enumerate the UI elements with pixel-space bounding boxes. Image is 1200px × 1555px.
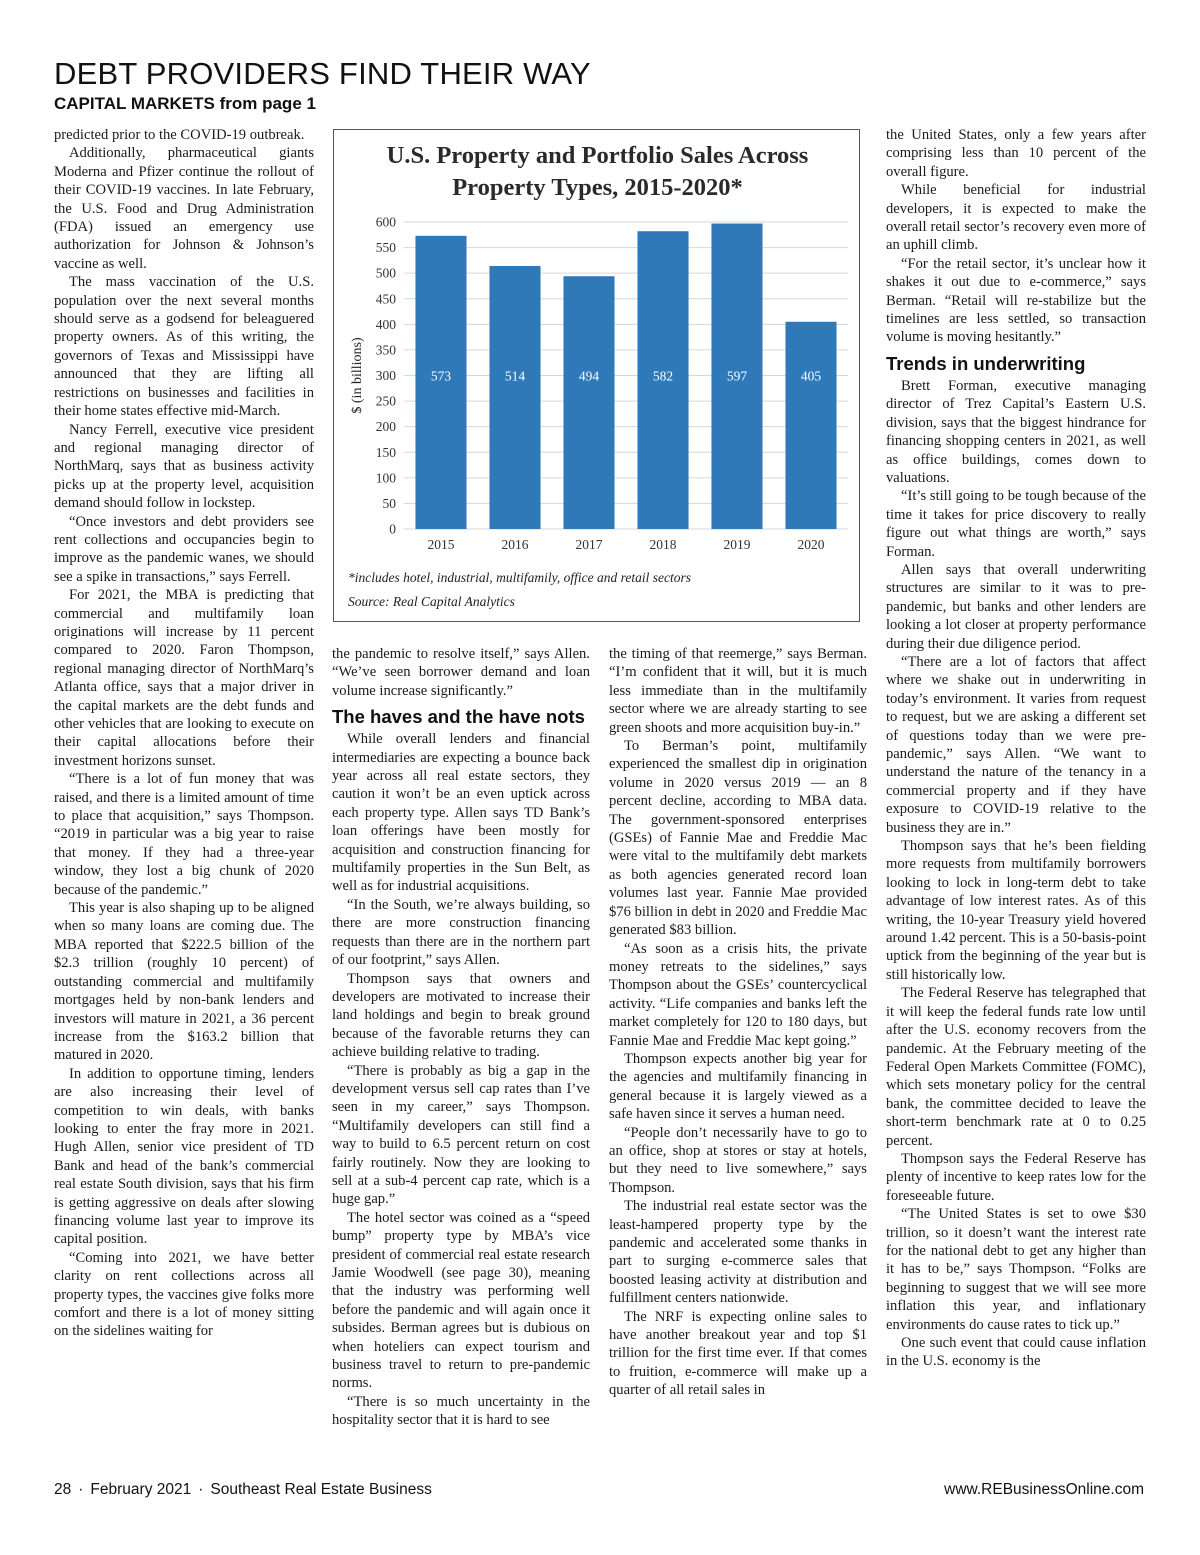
bar-value-label: 582 <box>652 368 674 384</box>
paragraph: Thompson says that owners and developers are motivated to increase their land holdings and begin to break ground because of the favorable returns they can achieve building relative to trading. <box>332 970 590 1061</box>
paragraph: While overall lenders and financial intermediaries are expecting a bounce back year across all real estate sectors, they caution it won’t be an even uptick across each property type. Allen says TD Bank’s loan offerings have been mostly for acquisition and construction financing for multifamily properties in the Sun Belt, as well as for industrial acquisitions. <box>332 731 590 895</box>
paragraph: “People don’t necessarily have to go to an office, shop at stores or stay at hotels, but they need to live somewhere,” says Thompson. <box>609 1124 867 1196</box>
paragraph: Allen says that overall underwriting structures are similar to it was to pre-pandemic, but banks and other lenders are looking a lot closer at property performance during their due diligence period. <box>886 561 1146 652</box>
text-column-1 <box>54 126 314 1480</box>
paragraph: “It’s still going to be tough because of the time it takes for price discovery to really figure out what things are worth,” says Forman. <box>886 488 1146 560</box>
chart-title-line: Property Types, 2015-2020* <box>452 174 743 201</box>
y-tick-label: 300 <box>375 368 396 383</box>
paragraph: While beneficial for industrial developers, it is expected to make the overall retail sector’s recovery even more of an uphill climb. <box>886 182 1146 254</box>
website-link[interactable]: www.REBusinessOnline.com <box>944 1481 1144 1498</box>
paragraph: “There is so much uncertainty in the hospitality sector that it is hard to see <box>332 1393 590 1429</box>
y-tick-label: 400 <box>375 316 396 332</box>
bar-chart <box>334 130 861 623</box>
bar <box>563 276 614 529</box>
continued-from-kicker: CAPITAL MARKETS from page 1 <box>54 94 316 113</box>
y-axis-label: $ (in billions) <box>350 337 365 414</box>
article-title: DEBT PROVIDERS FIND THEIR WAY <box>54 56 591 91</box>
text-column-2 <box>332 645 590 1480</box>
chart-title-line: U.S. Property and Portfolio Sales Across <box>386 142 809 169</box>
section-heading: The haves and the have nots <box>332 706 585 728</box>
paragraph: This year is also shaping up to be aligned when so many loans are coming due. The MBA reported that $222.5 billion of the $2.3 trillion (roughly 10 percent) of outstanding commercial and multifamily mortgages held by non-bank lenders and investors will mature in 2021, a 36 percent increase from the $163.2 billion that matured in 2020. <box>54 900 314 1064</box>
paragraph: Additionally, pharmaceutical giants Moderna and Pfizer continue the rollout of their COVID-19 vaccines. In late February, the U.S. Food and Drug Administration (FDA) issued an emergency use authorization for Johnson & Johnson’s vaccine as well. <box>54 145 314 272</box>
bar-value-label: 514 <box>504 368 526 384</box>
y-tick-label: 250 <box>375 393 396 409</box>
x-tick-label: 2019 <box>723 537 751 552</box>
paragraph: Thompson says that he’s been fielding more requests from multifamily borrowers looking to lock in long-term debt to take advantage of low interest rates. As of this writing, the 10-year Treasury yield hovered around 1.42 percent. This is a 50-basis-point uptick from the beginning of the year but is still historically low. <box>886 838 1146 983</box>
paragraph: the pandemic to resolve itself,” says Allen. “We’ve seen borrower demand and loan volume increase significantly.” <box>332 646 590 699</box>
paragraph: “As soon as a crisis hits, the private money retreats to the sidelines,” says Thompson about the GSEs’ countercyclical activity. “Life companies and banks left the market completely for 120 to 180 days, but Fannie Mae and Freddie Mac kept going.” <box>609 940 867 1049</box>
paragraph: Thompson says the Federal Reserve has plenty of incentive to keep rates low for the foreseeable future. <box>886 1150 1146 1204</box>
paragraph: Brett Forman, executive managing director of Trez Capital’s Eastern U.S. division, says that the biggest hindrance for financing shopping centers in 2021, as well as office buildings, comes down to valuations. <box>886 377 1146 486</box>
paragraph: Thompson expects another big year for the agencies and multifamily financing in general because it is largely viewed as a safe haven since it serves a human need. <box>609 1050 867 1123</box>
paragraph: One such event that could cause inflation in the U.S. economy is the <box>886 1335 1146 1370</box>
y-tick-label: 100 <box>375 470 396 486</box>
y-tick-label: 200 <box>375 419 396 435</box>
text-column-4 <box>886 126 1146 1480</box>
x-tick-label: 2017 <box>575 537 603 552</box>
paragraph: The hotel sector was coined as a “speed bump” property type by MBA’s vice president of commercial real estate research Jamie Woodwell (see page 30), meaning that the industry was performing well before the pandemic and will again once it subsides. Berman agrees but is dubious on when hoteliers can expect tourism and business travel to return to pre-pandemic norms. <box>332 1209 590 1392</box>
paragraph: “The United States is set to owe $30 trillion, so it doesn’t want the interest rate for the national debt to get any higher than it has to be,” says Thompson. “Folks are beginning to suggest that we will see more inflation this year, and inflationary environments do cause rates to tick up.” <box>886 1206 1146 1333</box>
x-tick-label: 2020 <box>797 537 825 552</box>
x-tick-label: 2016 <box>501 537 529 552</box>
separator-dot: · <box>78 1481 84 1498</box>
bar-value-label: 405 <box>800 368 822 384</box>
chart-source: Source: Real Capital Analytics <box>348 594 515 609</box>
paragraph: the United States, only a few years after comprising less than 10 percent of the overall figure. <box>886 127 1146 180</box>
bar <box>785 322 836 529</box>
paragraph: “Coming into 2021, we have better clarity on rent collections across all property types, the vaccines give folks more comfort and there is a lot of money sitting on the sidelines waiting for <box>54 1249 314 1340</box>
sales-chart-box <box>333 129 860 622</box>
y-tick-label: 50 <box>382 495 396 511</box>
paragraph: The NRF is expecting online sales to have another breakout year and top $1 trillion for the first time ever. If that comes to fruition, e-commerce will make up a quarter of all retail sales in <box>609 1308 867 1399</box>
section-heading: Trends in underwriting <box>886 352 1086 374</box>
separator-dot: · <box>198 1481 204 1498</box>
footer-left <box>54 1481 432 1499</box>
y-tick-label: 150 <box>375 444 396 460</box>
y-tick-label: 600 <box>375 214 396 230</box>
paragraph: “In the South, we’re always building, so there are more construction financing requests than there are in the northern part of our footprint,” says Allen. <box>332 896 590 969</box>
issue-date: February 2021 <box>90 1481 192 1498</box>
paragraph: predicted prior to the COVID-19 outbreak. <box>54 127 305 143</box>
paragraph: To Berman’s point, multifamily experienced the smallest dip in origination volume in 2020 versus 2019 — an 8 percent decline, according to MBA data. The government-sponsored enterprises (GSEs) of Fannie Mae and Freddie Mac were vital to the multifamily debt markets as both agencies generated record loan volumes last year. Fannie Mae provided $76 billion in debt in 2020 and Freddie Mac generated $83 billion. <box>609 738 867 939</box>
paragraph: For 2021, the MBA is predicting that commercial and multifamily loan originations will increase by 11 percent compared to 2020. Faron Thompson, regional managing director of NorthMarq’s Atlanta office, says that a major driver in the capital markets are the debt funds and other vehicles that are looking to execute on their capital allocations before their investment horizons sunset. <box>54 587 314 769</box>
bar <box>489 266 540 529</box>
paragraph: “For the retail sector, it’s unclear how it shakes it out due to e-commerce,” says Berman. “Retail will re-stabilize but the timelines are less settled, so transaction volume is moving hesitantly.” <box>886 255 1146 346</box>
bar-value-label: 597 <box>726 368 748 384</box>
paragraph: the timing of that reemerge,” says Berman. “I’m confident that it will, but it is much less immediate than in the multifamily sector where we are already starting to see green shoots and more acquisition buy-in.” <box>609 646 867 736</box>
bar-value-label: 573 <box>430 368 452 384</box>
bar-value-label: 494 <box>578 368 600 384</box>
paragraph: The mass vaccination of the U.S. population over the next several months should serve as a godsend for beleaguered property owners. As of this writing, the governors of Texas and Mississippi have announced that they are lifting all restrictions on businesses and facilities in their home states effective mid-March. <box>54 274 314 420</box>
paragraph: “Once investors and debt providers see rent collections and occupancies begin to improve as the pandemic wanes, we should see a spike in transactions,” says Ferrell. <box>54 513 314 585</box>
publication-name: Southeast Real Estate Business <box>210 1481 432 1498</box>
y-tick-label: 450 <box>375 291 396 307</box>
paragraph: The industrial real estate sector was the least-hampered property type by the pandemic and accelerated some thanks in part to surging e-commerce sales that boosted leasing activity at distribution and fulfillment centers nationwide. <box>609 1198 867 1307</box>
x-tick-label: 2015 <box>427 537 455 552</box>
y-tick-label: 0 <box>389 521 396 537</box>
paragraph: In addition to opportune timing, lenders are also increasing their level of competition to win deals, with banks looking to enter the fray more in 2021. Hugh Allen, senior vice president of TD Bank and head of the bank’s commercial real estate South division, says that his firm is getting aggressive on deals after slowing financing volume last year to improve its capital position. <box>54 1065 314 1248</box>
paragraph: Nancy Ferrell, executive vice president and regional managing director of NorthMarq, says that as business activity picks up at the property level, acquisition demand should follow in lockstep. <box>54 421 314 512</box>
paragraph: “There is probably as big a gap in the development versus sell cap rates than I’ve seen in my career,” says Thompson. “Multifamily developers can still find a way to build to 6.5 percent return on cost fairly routinely. Now they are looking to sell at a sub-4 percent cap rate, which is a huge gap.” <box>332 1062 590 1208</box>
paragraph: “There are a lot of factors that affect where we shake out in underwriting in today’s environment. It varies from request to request, but we are asking a different set of questions today than we were pre-pandemic,” says Allen. “We want to understand the nature of the tenancy in a commercial property and if they have exposure to COVID-19 relative to the business they are in.” <box>886 653 1146 836</box>
text-column-3 <box>609 645 867 1480</box>
paragraph: “There is a lot of fun money that was raised, and there is a limited amount of time to place that acquisition,” says Thompson. “2019 in particular was a big year to raise that money. If they had a three-year window, they lost a big chunk of 2020 because of the pandemic.” <box>54 771 314 898</box>
y-tick-label: 350 <box>375 342 396 358</box>
x-tick-label: 2018 <box>649 537 677 552</box>
y-tick-label: 500 <box>375 265 396 281</box>
chart-footnote: *includes hotel, industrial, multifamily, office and retail sectors <box>348 570 691 585</box>
y-tick-label: 550 <box>375 240 396 256</box>
page-number: 28 <box>54 1481 72 1498</box>
paragraph: The Federal Reserve has telegraphed that it will keep the federal funds rate low until after the U.S. economy recovers from the pandemic. At the February meeting of the Federal Open Markets Committee (FOMC), which sets monetary policy for the central bank, the committee decided to leave the short-term benchmark rate at 0 to 0.25 percent. <box>886 985 1146 1149</box>
